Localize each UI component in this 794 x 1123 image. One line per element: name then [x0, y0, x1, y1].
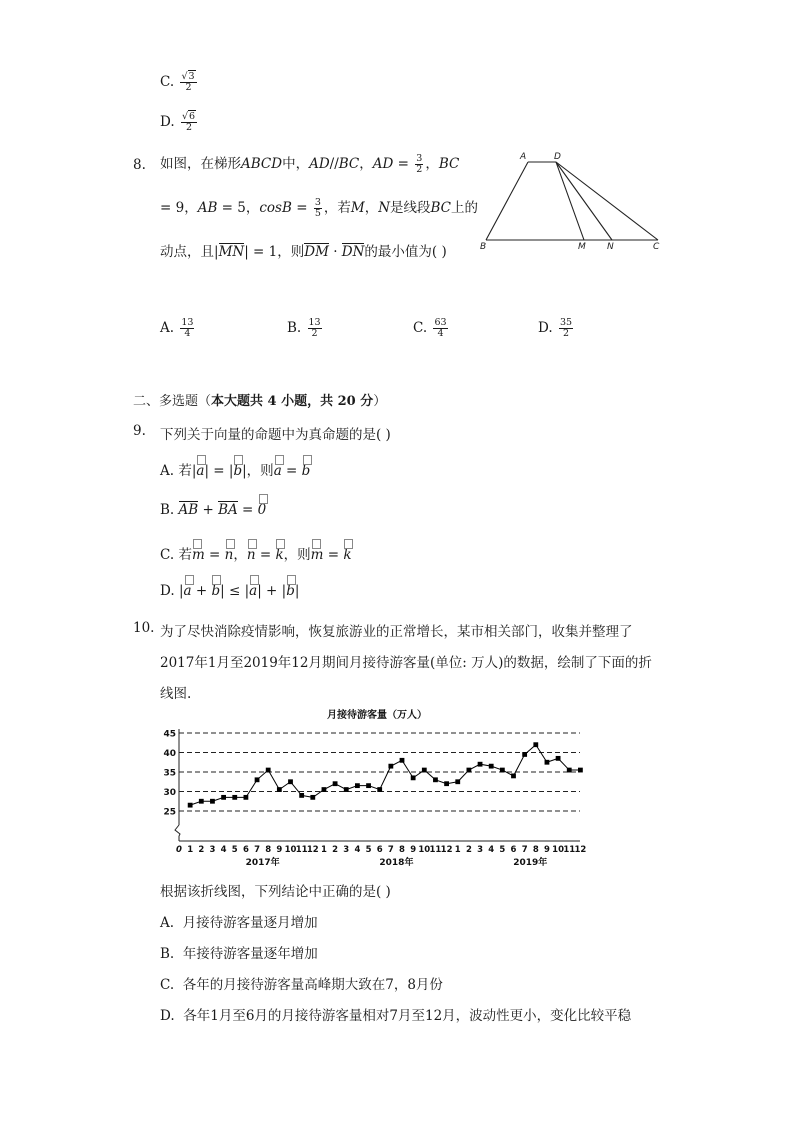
- q10-line-2: 2017年1月至2019年12月期间月接待游客量(单位: 万人)的数据，绘制了下面的折: [160, 655, 652, 671]
- x-tick-label: 11: [295, 845, 308, 855]
- q8-number: 8.: [133, 157, 146, 173]
- data-point: [411, 775, 416, 780]
- x-tick-label: 7: [521, 845, 528, 855]
- q10-option-d: D. 各年1月至6月的月接待游客量相对7月至12月，波动性更小，变化比较平稳: [160, 1008, 632, 1024]
- fraction: $\frac{√6}{2}$: [181, 111, 196, 133]
- x-tick-label: 4: [220, 845, 227, 855]
- data-point: [277, 787, 282, 792]
- x-tick-label: 8: [532, 845, 539, 855]
- y-tick-label: 40: [163, 749, 176, 759]
- x-tick-label: 3: [343, 845, 350, 855]
- data-point: [288, 779, 293, 784]
- data-point: [377, 787, 382, 792]
- data-point: [444, 781, 449, 786]
- data-point: [489, 764, 494, 769]
- trapezoid-figure: [476, 148, 666, 252]
- x-tick-label: 9: [276, 845, 283, 855]
- q10-option-a: A. 月接待游客量逐月增加: [160, 915, 318, 931]
- x-tick-label: 2: [465, 845, 472, 855]
- q10-stem: 根据该折线图，下列结论中正确的是( ): [160, 884, 391, 900]
- data-point: [333, 781, 338, 786]
- data-point: [210, 799, 215, 804]
- x-tick-label: 5: [499, 845, 506, 855]
- data-point: [388, 764, 393, 769]
- data-point: [522, 752, 527, 757]
- q9-option-c: C. 若 m = n， n = k，则 m = k: [160, 543, 352, 563]
- data-point: [355, 783, 360, 788]
- data-point: [478, 762, 483, 767]
- q8-line-2: = 9，AB = 5，cosB = $\frac{3}{5}$ ，若M，N是线段BC上的: [160, 197, 479, 219]
- data-point: [221, 795, 226, 800]
- data-point: [299, 793, 304, 798]
- label-a: A: [520, 152, 527, 162]
- x-tick-label: 9: [543, 845, 550, 855]
- x-tick-label: 8: [265, 845, 272, 855]
- x-tick-label: 0: [176, 845, 182, 855]
- q10-option-b: B. 年接待游客量逐年增加: [160, 946, 318, 962]
- series-line: [190, 745, 580, 805]
- q10-option-c: C. 各年的月接待游客量高峰期大致在7，8月份: [160, 977, 443, 993]
- year-label: 2017年: [245, 858, 280, 868]
- q8-line-3: 动点，且|MN| = 1，则DM · DN的最小值为( ): [160, 244, 447, 260]
- q10-line-3: 线图.: [160, 686, 192, 702]
- data-point: [500, 768, 505, 773]
- x-tick-label: 1: [187, 845, 194, 855]
- data-point: [244, 795, 249, 800]
- q9-option-a: A. 若| a| = | b|，则 a = b: [160, 459, 310, 479]
- year-label: 2019年: [513, 858, 548, 868]
- x-tick-label: 12: [306, 845, 319, 855]
- x-tick-label: 5: [231, 845, 238, 855]
- data-point: [344, 787, 349, 792]
- x-tick-label: 2: [332, 845, 339, 855]
- data-point: [266, 768, 271, 773]
- q10-line-1: 为了尽快消除疫情影响，恢复旅游业的正常增长，某市相关部门，收集并整理了: [160, 624, 633, 640]
- label-m: M: [578, 242, 586, 252]
- chart-title: 月接待游客量（万人）: [327, 710, 427, 721]
- data-point: [232, 795, 237, 800]
- label-b: B: [480, 242, 487, 252]
- y-tick-label: 35: [163, 768, 176, 779]
- x-tick-label: 6: [376, 845, 383, 855]
- x-tick-label: 10: [284, 845, 297, 855]
- x-tick-label: 4: [488, 845, 495, 855]
- y-tick-label: 25: [163, 807, 176, 818]
- q9-number: 9.: [133, 423, 146, 439]
- x-tick-label: 11: [429, 845, 442, 855]
- q9-stem: 下列关于向量的命题中为真命题的是( ): [160, 427, 391, 443]
- x-tick-label: 2: [198, 845, 205, 855]
- data-point: [400, 758, 405, 763]
- data-point: [422, 768, 427, 773]
- label-d: D: [554, 152, 561, 162]
- q8-option-b: B. $\frac{13}{2}$: [287, 317, 321, 339]
- label-n: N: [607, 242, 614, 252]
- data-point: [545, 760, 550, 765]
- data-point: [567, 768, 572, 773]
- q10-number: 10.: [133, 620, 155, 636]
- section-header: 二、多选题（本大题共 4 小题，共 20 分）: [133, 394, 387, 409]
- y-tick-label: 30: [163, 788, 176, 798]
- q8-option-c: C. $\frac{63}{4}$: [413, 317, 447, 339]
- data-point: [556, 756, 561, 761]
- q8-option-d: D. $\frac{35}{2}$: [538, 317, 573, 339]
- x-tick-label: 1: [320, 845, 327, 855]
- label-c: C: [653, 242, 660, 252]
- visitor-line-chart: [160, 703, 590, 873]
- x-tick-label: 6: [510, 845, 517, 855]
- data-point: [578, 768, 583, 773]
- x-tick-label: 3: [209, 845, 216, 855]
- x-tick-label: 1: [454, 845, 461, 855]
- q7-option-d: D. $\frac{√6}{2}$: [160, 111, 196, 133]
- x-tick-label: 9: [410, 845, 417, 855]
- x-tick-label: 5: [365, 845, 372, 855]
- axis-break: [175, 825, 180, 836]
- fraction: $\frac{√3}{2}$: [181, 71, 195, 93]
- data-point: [433, 777, 438, 782]
- y-tick-label: 45: [163, 729, 176, 740]
- x-tick-label: 7: [387, 845, 394, 855]
- q8-line-1: 如图，在梯形ABCD中，AD//BC，AD = $\frac{3}{2}$ ，BC: [160, 153, 460, 175]
- year-label: 2018年: [379, 858, 414, 868]
- data-point: [511, 774, 516, 779]
- data-point: [366, 783, 371, 788]
- data-point: [533, 742, 538, 747]
- data-point: [322, 787, 327, 792]
- x-tick-label: 8: [399, 845, 405, 855]
- x-tick-label: 3: [477, 845, 484, 855]
- q7-option-c: C. $\frac{√3}{2}$: [160, 71, 195, 93]
- x-tick-label: 12: [440, 845, 453, 855]
- data-point: [255, 777, 260, 782]
- x-tick-label: 6: [242, 845, 249, 855]
- x-tick-label: 10: [552, 845, 565, 855]
- data-point: [188, 803, 193, 808]
- data-point: [467, 768, 472, 773]
- data-point: [199, 799, 204, 804]
- q9-option-d: D. | a + b| ≤ | a| + | b|: [160, 583, 299, 599]
- q8-option-a: A. $\frac{13}{4}$: [160, 317, 194, 339]
- data-point: [310, 795, 315, 800]
- data-point: [455, 779, 460, 784]
- x-tick-label: 10: [418, 845, 431, 855]
- x-tick-label: 7: [254, 845, 261, 855]
- x-tick-label: 12: [574, 845, 587, 855]
- x-tick-label: 11: [563, 845, 576, 855]
- x-tick-label: 4: [354, 845, 361, 855]
- q9-option-b: B. AB + BA = 0: [160, 501, 266, 519]
